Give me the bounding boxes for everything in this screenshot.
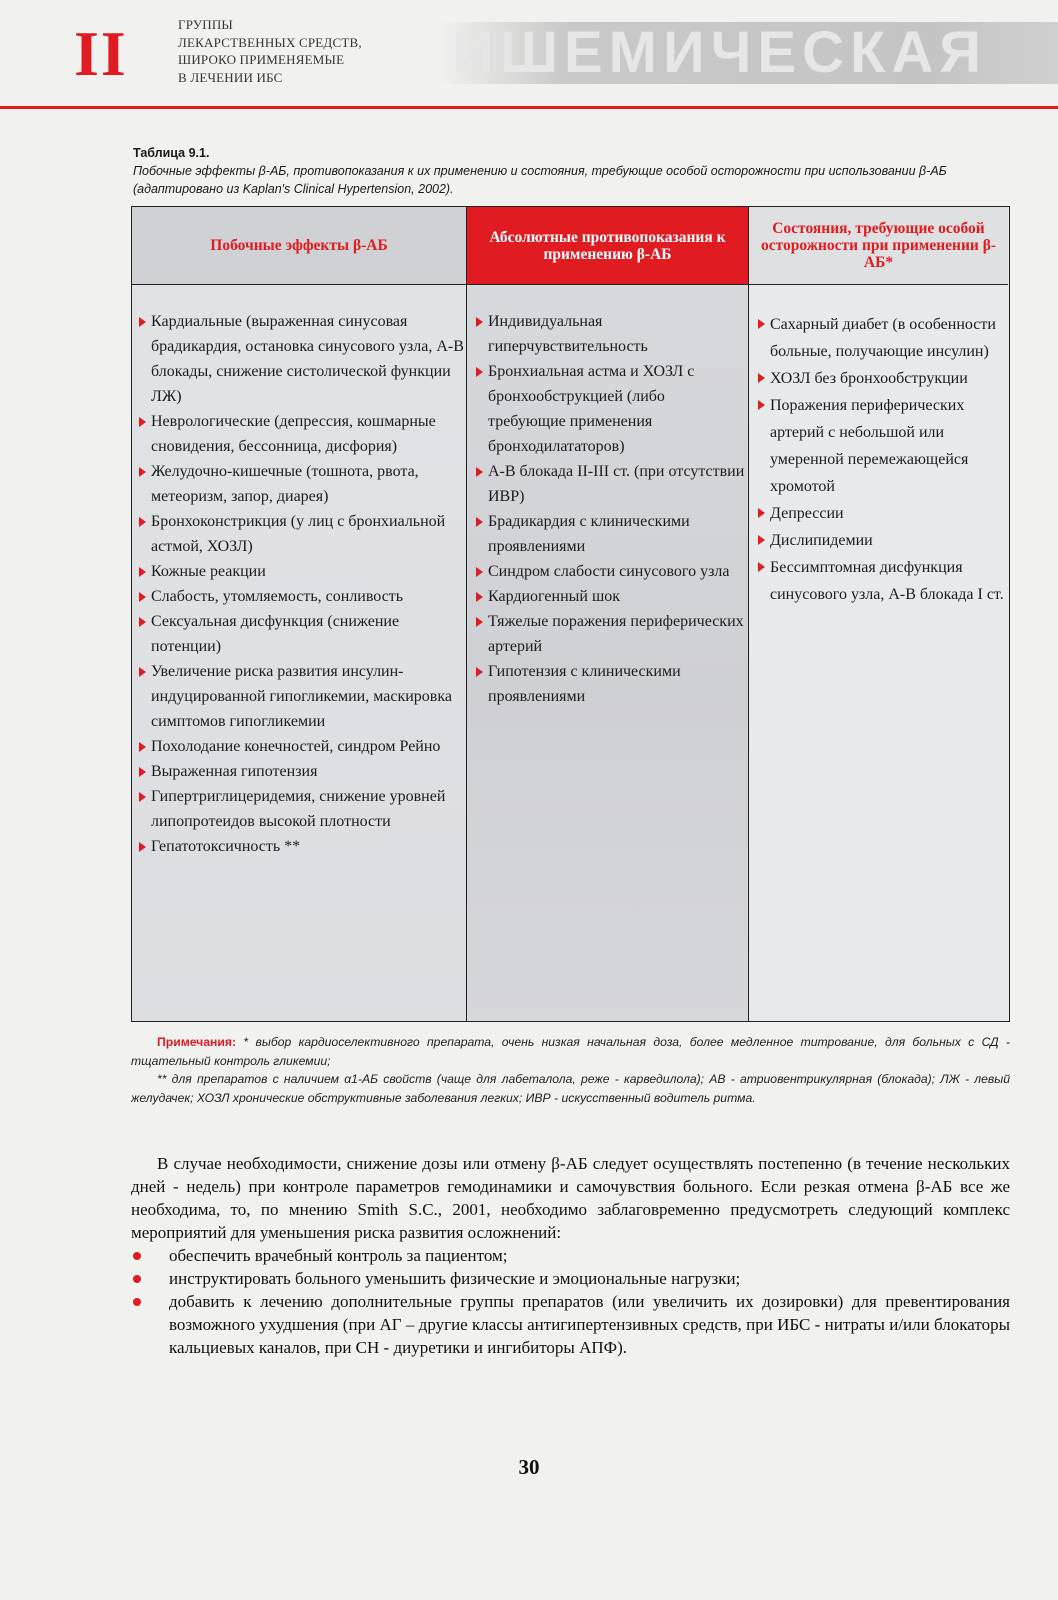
table-number: Таблица 9.1. — [133, 146, 210, 160]
table-notes — [131, 1033, 1010, 1107]
chapter-title-line: В ЛЕЧЕНИИ ИБС — [178, 69, 283, 85]
list-item: ХОЗЛ без бронхообструкции — [757, 365, 1006, 392]
list-item: Гипертриглицеридемия, снижение уровней липопротеидов высокой плотности — [138, 784, 464, 834]
page-header — [0, 0, 1058, 110]
list-item: Тяжелые поражения периферических артерий — [475, 609, 746, 659]
list-item: Кожные реакции — [138, 559, 464, 584]
table-description: Побочные эффекты β-АБ, противопоказания к их применению и состояния, требующие особой осторожности при использовании β-АБ (адаптировано из Kaplan's Clinical Hypertension, 2002). — [133, 164, 947, 196]
list-item: Выраженная гипотензия — [138, 759, 464, 784]
chapter-number: II — [74, 18, 128, 89]
cautions-list — [757, 311, 1006, 608]
measures-list — [131, 1244, 1010, 1359]
list-item: Увеличение риска развития инсулин-индуцированной гипогликемии, маскировка симптомов гипогликемии — [138, 659, 464, 734]
list-item: Дислипидемии — [757, 527, 1006, 554]
list-item: добавить к лечению дополнительные группы препаратов (или увеличить их дозировки) для превентирования возможного ухудшения (при АГ – другие классы антигипертензивных средств, при ИБС - нитраты и/или блокаторы кальциевых каналов, при СН - диуретики и ингибиторы АПФ). — [131, 1290, 1010, 1359]
list-item: Бессимптомная дисфункция синусового узла, А-В блокада I ст. — [757, 554, 1006, 608]
page-number: 30 — [518, 1455, 540, 1479]
list-item: Брадикардия с клиническими проявлениями — [475, 509, 746, 559]
list-item: обеспечить врачебный контроль за пациентом; — [131, 1244, 1010, 1267]
body-paragraph: В случае необходимости, снижение дозы или отмену β-АБ следует осуществлять постепенно (в течение нескольких дней - недель) при контроле параметров гемодинамики и самочувствия больного. Если резкая отмена β-АБ все же необходима, то, по мнению Smith S.C., 2001, необходимо заблаговременно предусмотреть следующий комплекс мероприятий для уменьшения риска развития осложнений: — [131, 1154, 1010, 1242]
chapter-title-line: ШИРОКО ПРИМЕНЯЕМЫЕ — [178, 52, 345, 67]
chapter-title-line: ГРУППЫ — [178, 17, 233, 32]
contraindications-list — [475, 309, 746, 709]
note-1-text: * выбор кардиоселективного препарата, очень низкая начальная доза, более медленное титрование, для больных с СД - тщательный контроль гликемии; — [131, 1035, 1010, 1068]
list-item: Синдром слабости синусового узла — [475, 559, 746, 584]
header-banner: ИШЕМИЧЕСКАЯ — [440, 22, 1058, 84]
table-header-cell: Побочные эффекты β-АБ — [132, 207, 466, 285]
chapter-title-line: ЛЕКАРСТВЕННЫХ СРЕДСТВ, — [178, 34, 362, 50]
table-column-cautions — [749, 207, 1008, 1021]
table-caption — [133, 144, 1013, 198]
list-item: Гепатотоксичность ** — [138, 834, 464, 859]
list-item: Желудочно-кишечные (тошнота, рвота, метеоризм, запор, диарея) — [138, 459, 464, 509]
list-item: инструктировать больного уменьшить физические и эмоциональные нагрузки; — [131, 1267, 1010, 1290]
list-item: Неврологические (депрессия, кошмарные сновидения, бессонница, дисфория) — [138, 409, 464, 459]
list-item: Индивидуальная гиперчувствительность — [475, 309, 746, 359]
table-header-cell: Состояния, требующие особой осторожности при применении β-АБ* — [749, 207, 1008, 285]
notes-label: Примечания: — [157, 1035, 237, 1049]
list-item: А-В блокада II-III ст. (при отсутствии ИВР) — [475, 459, 746, 509]
list-item: Похолодание конечностей, синдром Рейно — [138, 734, 464, 759]
table-column-contraindications — [467, 207, 749, 1021]
note-1 — [131, 1033, 1010, 1070]
side-effects-table — [131, 206, 1010, 1022]
list-item: Депрессии — [757, 500, 1006, 527]
body-text — [131, 1152, 1010, 1359]
list-item: Слабость, утомляемость, сонливость — [138, 584, 464, 609]
list-item: Кардиогенный шок — [475, 584, 746, 609]
list-item: Поражения периферических артерий с небольшой или умеренной перемежающейся хромотой — [757, 392, 1006, 500]
header-divider — [0, 106, 1058, 109]
side-effects-list — [138, 309, 464, 859]
list-item: Бронхиальная астма и ХОЗЛ с бронхообструкцией (либо требующие применения бронходилататоров) — [475, 359, 746, 459]
list-item: Сексуальная дисфункция (снижение потенции) — [138, 609, 464, 659]
list-item: Бронхоконстрикция (у лиц с бронхиальной астмой, ХОЗЛ) — [138, 509, 464, 559]
list-item: Гипотензия с клиническими проявлениями — [475, 659, 746, 709]
list-item: Кардиальные (выраженная синусовая брадикардия, остановка синусового узла, А-В блокады, снижение систолической функции ЛЖ) — [138, 309, 464, 409]
table-header-cell: Абсолютные противопоказания к применению β-АБ — [467, 207, 748, 285]
chapter-title — [178, 16, 362, 86]
note-2: ** для препаратов с наличием α1-АБ свойств (чаще для лабеталола, реже - карведилола); АВ - атриовентрикулярная (блокада); ЛЖ - левый желудачек; ХОЗЛ хронические обструктивные заболевания легких; ИВР - искусственный водитель ритма. — [131, 1072, 1010, 1105]
list-item: Сахарный диабет (в особенности больные, получающие инсулин) — [757, 311, 1006, 365]
table-column-side-effects — [132, 207, 467, 1021]
